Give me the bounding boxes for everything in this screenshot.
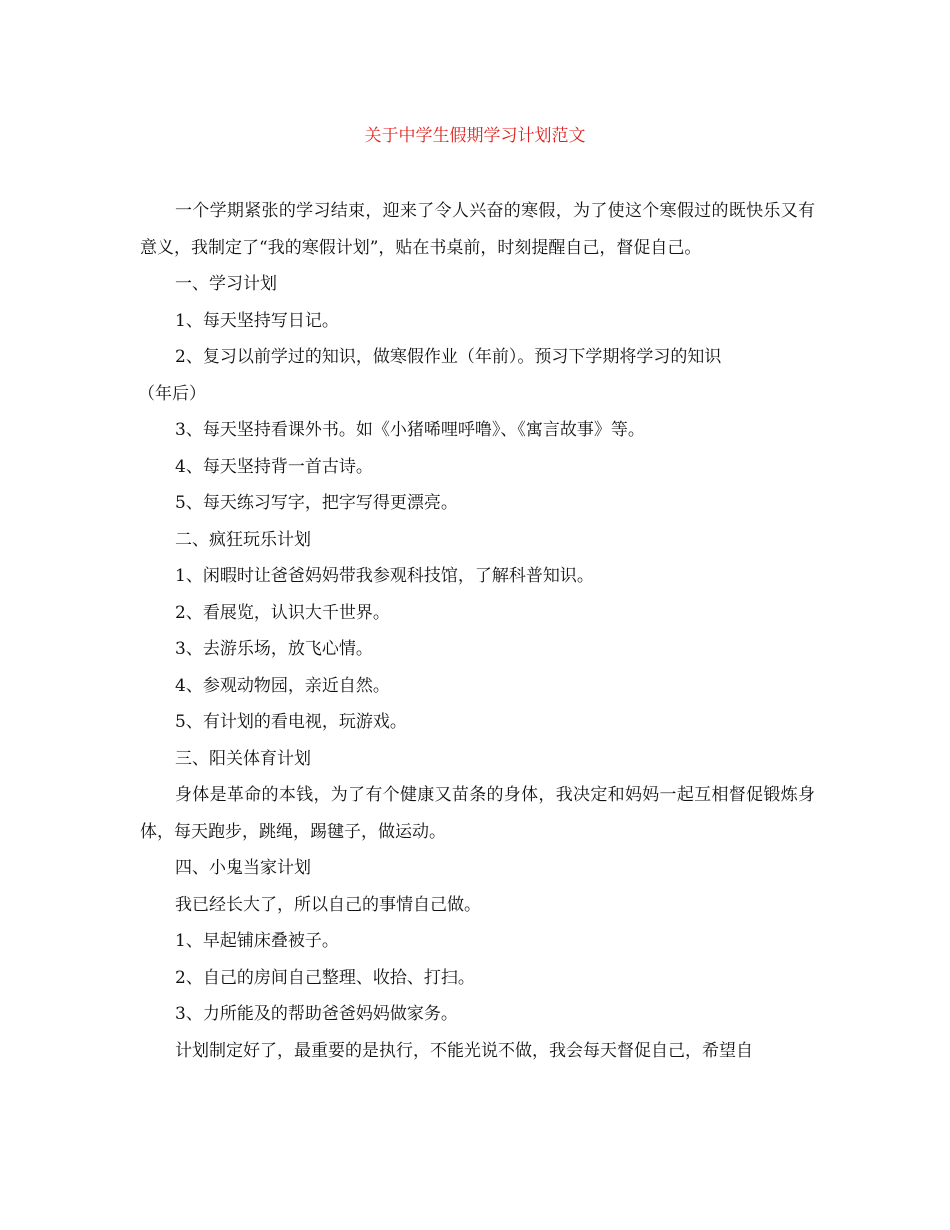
- list-item: 2、看展览，认识大千世界。: [175, 602, 390, 623]
- list-item: 2、复习以前学过的知识，做寒假作业（年前）。预习下学期将学习的知识: [175, 347, 722, 367]
- list-item: 3、去游乐场，放飞心情。: [175, 639, 373, 659]
- list-item: 5、每天练习写字，把字写得更漂亮。: [175, 493, 458, 513]
- list-item-continuation: （年后）: [138, 383, 206, 404]
- document-title: 关于中学生假期学习计划范文: [364, 126, 586, 146]
- section-heading-play: 二、疯狂玩乐计划: [175, 529, 311, 550]
- paragraph-home: 我已经长大了，所以自己的事情自己做。: [175, 894, 481, 915]
- list-item: 3、力所能及的帮助爸爸妈妈做家务。: [175, 1004, 458, 1024]
- paragraph-intro: 一个学期紧张的学习结束，迎来了令人兴奋的寒假，为了使这个寒假过的既快乐又有意义，我制定了“我的寒假计划”，贴在书桌前，时刻提醒自己，督促自己。: [140, 201, 815, 258]
- list-item: 4、参观动物园，亲近自然。: [175, 675, 390, 696]
- list-item: 1、每天坚持写日记。: [175, 310, 339, 331]
- list-item: 4、每天坚持背一首古诗。: [175, 456, 373, 477]
- paragraph-sports: 身体是革命的本钱，为了有个健康又苗条的身体，我决定和妈妈一起互相督促锻炼身体，每天跑步，跳绳，踢毽子，做运动。: [140, 785, 815, 842]
- list-item: 1、早起铺床叠被子。: [175, 931, 339, 951]
- list-item: 3、每天坚持看课外书。如《小猪唏哩呼噜》、《寓言故事》等。: [175, 420, 645, 440]
- list-item: 5、有计划的看电视，玩游戏。: [175, 712, 407, 732]
- section-heading-study: 一、学习计划: [175, 274, 277, 294]
- document-body: [140, 193, 815, 1069]
- paragraph-conclusion: 计划制定好了，最重要的是执行，不能光说不做，我会每天督促自己，希望自: [175, 1040, 753, 1061]
- section-heading-home: 四、小鬼当家计划: [175, 858, 311, 878]
- section-heading-sports: 三、阳关体育计划: [175, 748, 311, 769]
- list-item: 2、自己的房间自己整理、收拾、打扫。: [175, 967, 475, 988]
- list-item: 1、闲暇时让爸爸妈妈带我参观科技馆，了解科普知识。: [175, 566, 594, 586]
